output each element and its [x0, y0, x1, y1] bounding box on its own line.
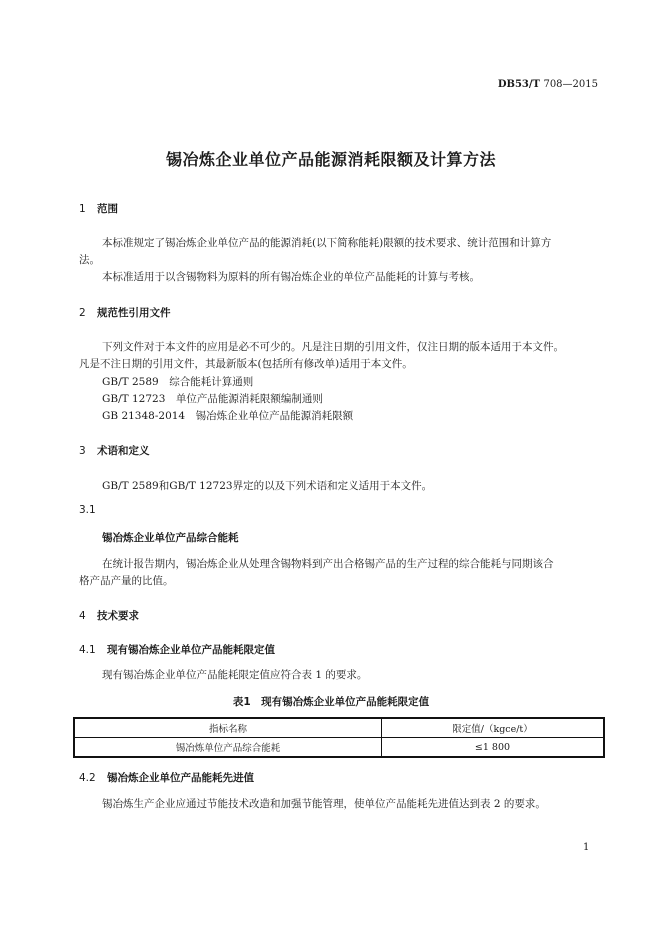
term-definition-line-1: 在统计报告期内，锡冶炼企业从处理含锡物料到产出合格锡产品的生产过程的综合能耗与同期该合: [102, 558, 554, 570]
term-definition-line-2: 格产品产量的比值。: [79, 575, 174, 587]
subsection-3-1-number: 3.1: [79, 504, 96, 516]
subsection-4-1-number: 4.1: [79, 644, 96, 656]
standard-code-prefix: DB53/T: [497, 79, 540, 90]
section-1-heading: [79, 201, 118, 216]
subsection-4-2-title: 锡冶炼企业单位产品能耗先进值: [107, 772, 254, 784]
table-cell: 锡冶炼单位产品综合能耗: [74, 738, 382, 758]
section-3-para: GB/T 2589和GB/T 12723界定的以及下列术语和定义适用于本文件。: [102, 480, 433, 492]
section-2-title: 规范性引用文件: [97, 307, 171, 319]
section-4-heading: [79, 608, 139, 623]
section-1-para-1-line-1: 本标准规定了锡冶炼企业单位产品的能源消耗(以下简称能耗)限额的技术要求、统计范围和计算方: [102, 237, 552, 249]
table-1-title: 表1 现有锡冶炼企业单位产品能耗限定值: [232, 696, 430, 708]
table-row: [74, 738, 604, 758]
reference-item: GB 21348-2014 锡冶炼企业单位产品能源消耗限额: [102, 410, 354, 422]
subsection-4-2-number: 4.2: [79, 772, 96, 784]
section-3-title: 术语和定义: [97, 445, 150, 457]
section-4-number: 4: [79, 610, 86, 622]
section-2-number: 2: [79, 307, 86, 319]
reference-item: GB/T 2589 综合能耗计算通则: [102, 376, 254, 388]
section-3-number: 3: [79, 445, 86, 457]
table-cell: ≤1 800: [382, 738, 605, 758]
table-header-cell: 指标名称: [74, 718, 382, 738]
reference-item: GB/T 12723 单位产品能源消耗限额编制通则: [102, 393, 323, 405]
page-number: 1: [583, 842, 590, 853]
section-2-para-line-1: 下列文件对于本文件的应用是必不可少的。凡是注日期的引用文件，仅注日期的版本适用于本文件。: [102, 341, 564, 353]
standard-code: [498, 79, 598, 90]
section-1-para-1-line-2: 法。: [79, 254, 100, 266]
table-header-cell: 限定值/（kgce/t）: [382, 718, 605, 738]
section-1-title: 范围: [97, 203, 118, 215]
subsection-4-1-para: 现有锡冶炼企业单位产品能耗限定值应符合表 1 的要求。: [102, 669, 368, 681]
term-name: 锡冶炼企业单位产品综合能耗: [102, 532, 239, 544]
subsection-4-1-heading: [79, 642, 275, 657]
document-title: 锡冶炼企业单位产品能源消耗限额及计算方法: [165, 150, 496, 169]
table-header-row: [74, 718, 604, 738]
subsection-4-2-heading: [79, 770, 254, 785]
subsection-4-1-title: 现有锡冶炼企业单位产品能耗限定值: [107, 644, 275, 656]
section-3-heading: [79, 443, 150, 458]
section-2-heading: [79, 305, 171, 320]
section-2-para-line-2: 凡是不注日期的引用文件，其最新版本(包括所有修改单)适用于本文件。: [79, 358, 413, 370]
standard-code-number: 708—2015: [543, 79, 598, 90]
section-1-para-2: 本标准适用于以含锡物料为原料的所有锡冶炼企业的单位产品能耗的计算与考核。: [102, 271, 480, 283]
subsection-4-2-para: 锡冶炼生产企业应通过节能技术改造和加强节能管理，使单位产品能耗先进值达到表 2 的要求。: [102, 798, 546, 810]
table-1: [73, 717, 605, 758]
section-1-number: 1: [79, 203, 86, 215]
section-4-title: 技术要求: [97, 610, 139, 622]
